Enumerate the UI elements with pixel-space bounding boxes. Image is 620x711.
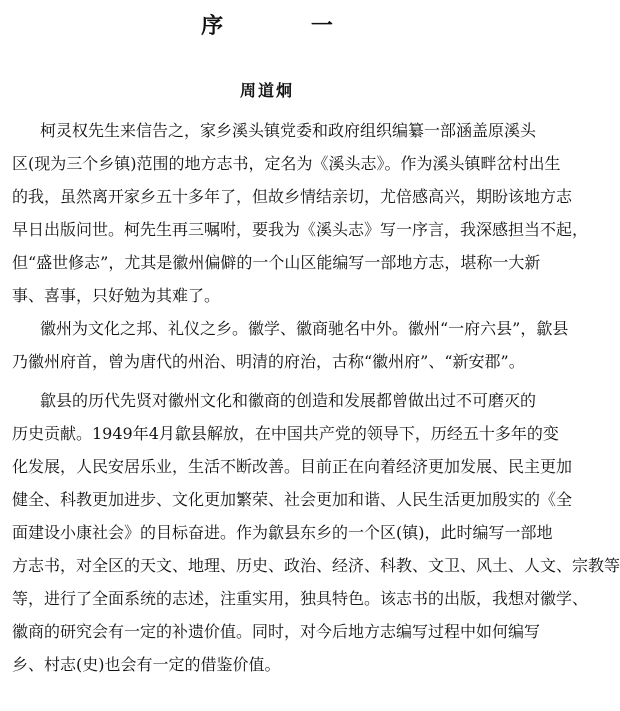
body-line: 区(现为三个乡镇)范围的地方志书，定名为《溪头志》。作为溪头镇畔岔村出生: [12, 154, 561, 173]
body-line: 化发展，人民安居乐业，生活不断改善。目前正在向着经济更加发展、民主更加: [12, 457, 573, 476]
author-name: 周道炯: [239, 81, 294, 100]
body-line: 柯灵权先生来信告之，家乡溪头镇党委和政府组织编纂一部涵盖原溪头: [40, 121, 537, 140]
body-line: 徽州为文化之邦、礼仪之乡。徽学、徽商驰名中外。徽州“一府六县”，歙县: [40, 319, 569, 338]
body-line: 方志书，对全区的天文、地理、历史、政治、经济、科教、文卫、风土、人文、宗教等: [12, 556, 620, 575]
body-line: 面建设小康社会》的目标奋进。作为歙县东乡的一个区(镇)，此时编写一部地: [12, 523, 553, 542]
body-line: 健全、科教更加进步、文化更加繁荣、社会更加和谐、人民生活更加殷实的《全: [12, 490, 573, 509]
body-line: 乡、村志(史)也会有一定的借鉴价值。: [12, 655, 281, 674]
body-line: 的我，虽然离开家乡五十多年了，但故乡情结亲切，尤倍感高兴，期盼该地方志: [12, 187, 573, 206]
body-line: 等，进行了全面系统的志述，注重实用，独具特色。该志书的出版，我想对徽学、: [12, 589, 589, 608]
body-line: 徽商的研究会有一定的补遗价值。同时，对今后地方志编写过程中如何编写: [12, 622, 541, 641]
body-line: 歙县的历代先贤对徽州文化和徽商的创造和发展都曾做出过不可磨灭的: [40, 391, 537, 410]
body-line: 但“盛世修志”，尤其是徽州偏僻的一个山区能编写一部地方志，堪称一大新: [12, 253, 541, 272]
body-line: 早日出版问世。柯先生再三嘱咐，要我为《溪头志》写一序言，我深感担当不起，: [12, 220, 589, 239]
body-line: 事、喜事，只好勉为其难了。: [12, 286, 221, 305]
preface-title: 序 一: [201, 14, 373, 39]
body-line: 乃徽州府首，曾为唐代的州治、明清的府治，古称“徽州府”、“新安郡”。: [12, 352, 525, 371]
body-line: 历史贡献。1949年4月歙县解放，在中国共产党的领导下，历经五十多年的变: [12, 424, 559, 443]
